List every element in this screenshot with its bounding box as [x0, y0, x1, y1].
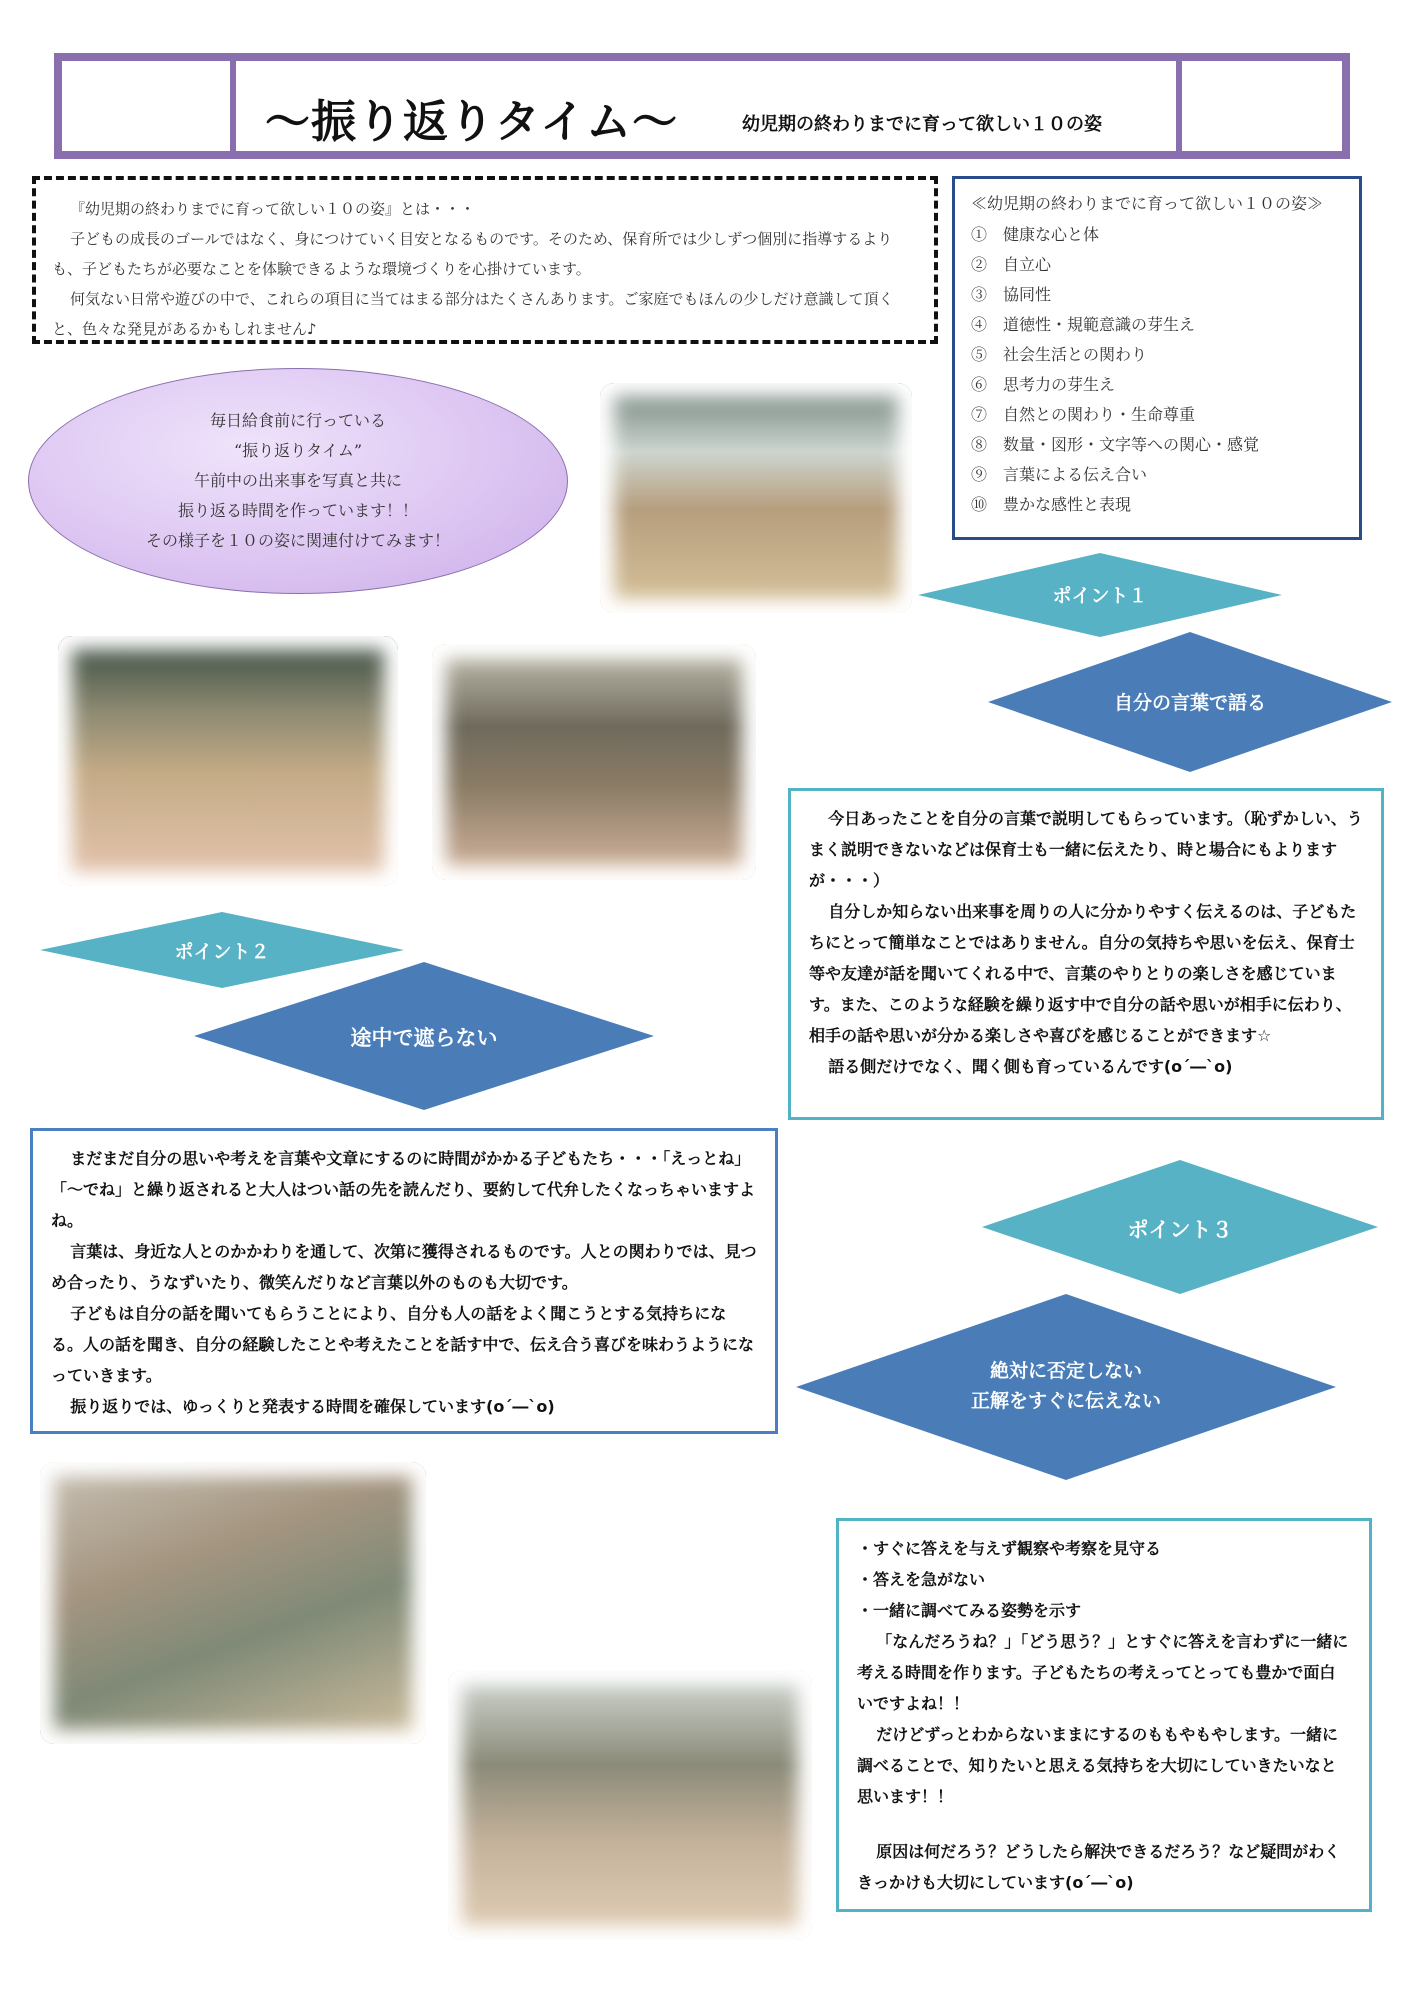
point-2-paragraph: 子どもは自分の話を聞いてもらうことにより、自分も人の話をよく聞こうとする気持ちになる。人の話を聞き、自分の経験したことや考えたことを話す中で、伝え合う喜びを味わうようになっていきます。: [51, 1304, 755, 1385]
intro-line: 何気ない日常や遊びの中で、これらの項目に当てはまる部分はたくさんあります。ご家庭でもほんの少しだけ意識して頂くと、色々な発見があるかもしれません♪: [52, 290, 894, 338]
list-item: ⑧ 数量・図形・文字等への関心・感覚: [971, 435, 1260, 454]
page-subtitle: 幼児期の終わりまでに育って欲しい１０の姿: [742, 114, 1102, 135]
point-3-bullet: ・一緒に調べてみる姿勢を示す: [857, 1601, 1082, 1620]
ellipse-line: 振り返る時間を作っています！！: [177, 501, 418, 520]
point-1-label-text: ポイント１: [1052, 585, 1148, 607]
point-3-paragraph: だけどずっとわからないままにするのももやもやします。一緒に調べることで、知りたいと思える気持ちを大切にしていきたいなと思います！！: [857, 1725, 1338, 1806]
point-3-paragraph: 原因は何だろう？どうしたら解決できるだろう？など疑問がわくきっかけも大切にしています(o´―`o): [857, 1842, 1341, 1892]
point-3-heading-line: 絶対に否定しない: [989, 1360, 1142, 1382]
classroom-photo: [448, 1670, 812, 1940]
point-3-label-text: ポイント３: [1127, 1218, 1233, 1242]
list-item: ⑩ 豊かな感性と表現: [971, 495, 1132, 514]
point-3-bullet: ・答えを急がない: [857, 1570, 986, 1589]
list-item: ⑦ 自然との関わり・生命尊重: [971, 405, 1196, 424]
ten-qualities-list: [952, 176, 1362, 540]
point-1-heading: [988, 632, 1392, 772]
point-1-heading-text: 自分の言葉で語る: [1113, 692, 1266, 714]
list-heading: ≪幼児期の終わりまでに育って欲しい１０の姿≫: [971, 194, 1324, 213]
ellipse-line: 午前中の出来事を写真と共に: [193, 471, 402, 490]
point-3-heading-line: 正解をすぐに伝えない: [970, 1390, 1161, 1412]
classroom-photo: [600, 383, 912, 613]
list-item: ⑤ 社会生活との関わり: [971, 345, 1148, 364]
point-2-heading-text: 途中で遮らない: [350, 1026, 498, 1050]
point-1-paragraph: 今日あったことを自分の言葉で説明してもらっています。（恥ずかしい、うまく説明できないなどは保育士も一緒に伝えたり、時と場合にもよりますが・・・）: [809, 809, 1363, 890]
classroom-photo: [40, 1462, 426, 1744]
page-title: ～振り返りタイム～: [265, 95, 679, 148]
intro-ellipse: [28, 368, 568, 594]
point-1-paragraph: 自分しか知らない出来事を周りの人に分かりやすく伝えるのは、子どもたちにとって簡単なことではありません。自分の気持ちや思いを伝え、保育士等や友達が話を聞いてくれる中で、言葉のやりとりの楽しさを感じています。また、このような経験を繰り返す中で自分の話や思いが相手に伝わり、相手の話や思いが分かる楽しさや喜びを感じることができます☆: [809, 902, 1357, 1045]
list-item: ⑨ 言葉による伝え合い: [971, 465, 1148, 484]
list-item: ⑥ 思考力の芽生え: [971, 375, 1116, 394]
banner-right-cell: [1176, 61, 1342, 151]
point-1-paragraph: 語る側だけでなく、聞く側も育っているんです(o´―`o): [828, 1057, 1233, 1076]
list-item: ① 健康な心と体: [971, 225, 1100, 244]
point-3-label: [982, 1160, 1378, 1294]
point-2-paragraph: まだまだ自分の思いや考えを言葉や文章にするのに時間がかかる子どもたち・・・「えっとね」「～でね」と繰り返されると大人はつい話の先を読んだり、要約して代弁したくなっちゃいますよね。: [51, 1149, 756, 1230]
classroom-photo: [58, 636, 398, 886]
point-2-paragraph: 振り返りでは、ゆっくりと発表する時間を確保しています(o´―`o): [70, 1397, 555, 1416]
list-item: ③ 協同性: [971, 285, 1052, 304]
list-item: ④ 道徳性・規範意識の芽生え: [971, 315, 1196, 334]
banner-left-cell: [62, 61, 236, 151]
ellipse-line: “振り返りタイム”: [233, 441, 363, 460]
ellipse-line: その様子を１０の姿に関連付けてみます！: [145, 531, 450, 550]
ellipse-line: 毎日給食前に行っている: [209, 411, 386, 430]
point-2-paragraph: 言葉は、身近な人とのかかわりを通して、次第に獲得されるものです。人との関わりでは、見つめ合ったり、うなずいたり、微笑んだりなど言葉以外のものも大切です。: [51, 1242, 757, 1292]
list-item: ② 自立心: [971, 255, 1052, 274]
header-banner: [54, 53, 1350, 159]
point-2-label-text: ポイント２: [174, 941, 270, 963]
classroom-photo: [432, 644, 756, 880]
point-3-bullet: ・すぐに答えを与えず観察や考察を見守る: [857, 1539, 1162, 1558]
point-2-text: [30, 1128, 778, 1434]
intro-line: 子どもの成長のゴールではなく、身につけていく目安となるものです。そのため、保育所では少しずつ個別に指導するよりも、子どもたちが必要なことを体験できるような環境づくりを心掛けています。: [52, 230, 893, 278]
point-1-text: [788, 788, 1384, 1120]
point-3-heading: [796, 1294, 1336, 1480]
intro-box: [32, 176, 938, 344]
point-3-paragraph: 「なんだろうね？」「どう思う？」とすぐに答えを言わずに一緒に考える時間を作ります。子どもたちの考えってとっても豊かで面白いですよね！！: [857, 1632, 1349, 1713]
point-2-heading: [194, 962, 654, 1110]
point-1-label: [918, 553, 1282, 637]
point-3-text: [836, 1518, 1372, 1912]
intro-line: 『幼児期の終わりまでに育って欲しい１０の姿』とは・・・: [70, 200, 476, 218]
